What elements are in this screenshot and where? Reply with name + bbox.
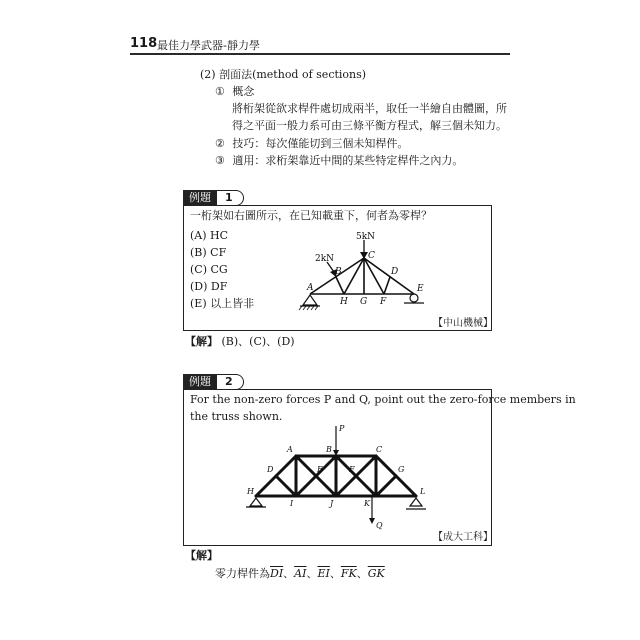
list-marker: ③ bbox=[215, 154, 225, 167]
separator: 、 bbox=[306, 567, 318, 580]
node-label: C bbox=[368, 251, 375, 261]
option: (D) DF bbox=[190, 280, 228, 293]
example-1-question: 一桁架如右圖所示，在已知載重下，何者為零桿？ bbox=[190, 209, 432, 222]
node-label: F bbox=[380, 297, 387, 307]
node-label: L bbox=[420, 487, 426, 496]
truss-figure-2 bbox=[240, 420, 440, 532]
node-label: B bbox=[335, 267, 342, 277]
example-tag-label: 例題 bbox=[183, 374, 217, 390]
page-number: 118 bbox=[130, 36, 158, 51]
node-label: F bbox=[349, 465, 355, 474]
member-label: $\overline{FK}$ bbox=[340, 567, 357, 580]
node-label: A bbox=[307, 283, 314, 293]
list-item bbox=[215, 153, 463, 169]
roller-support bbox=[404, 294, 424, 303]
list-label: 概念 bbox=[232, 85, 255, 98]
load-label-b: 2kN bbox=[315, 254, 335, 264]
example-2-question-line: the truss shown. bbox=[190, 410, 283, 423]
member-label: $\overline{AI}$ bbox=[294, 567, 307, 580]
member-label: $\overline{DI}$ bbox=[270, 567, 284, 580]
node-label: E bbox=[317, 465, 323, 474]
separator: 、 bbox=[329, 567, 341, 580]
load-label-p: P bbox=[339, 424, 345, 433]
example-2-tag bbox=[183, 374, 244, 390]
node-label: K bbox=[364, 499, 370, 508]
option: (C) CG bbox=[190, 263, 228, 276]
list-marker: ② bbox=[215, 137, 225, 150]
separator: 、 bbox=[283, 567, 295, 580]
node-label: H bbox=[340, 297, 348, 307]
list-item bbox=[215, 84, 254, 100]
member-label: $\overline{EI}$ bbox=[317, 567, 330, 580]
concept-line: 得之平面一般力系可由三條平衡方程式，解三個未知力。 bbox=[232, 119, 507, 132]
member-label: $\overline{GK}$ bbox=[367, 567, 385, 580]
option: (A) HC bbox=[190, 229, 229, 242]
list-label: 技巧：每次僅能切到三個未知桿件。 bbox=[232, 137, 409, 150]
node-label: G bbox=[360, 297, 368, 307]
node-label: I bbox=[290, 499, 294, 508]
pin-support bbox=[299, 295, 320, 310]
node-label: D bbox=[267, 465, 274, 474]
concept-line: 將桁架從欲求桿件處切成兩半，取任一半繪自由體圖，所 bbox=[232, 102, 507, 115]
load-label-c: 5kN bbox=[356, 232, 376, 242]
node-label: H bbox=[247, 487, 254, 496]
example-2-question-line: For the non-zero forces P and Q, point out the zero-force members in bbox=[190, 393, 576, 406]
node-label: D bbox=[391, 267, 399, 277]
answer-text: (B)、(C)、(D) bbox=[221, 335, 295, 348]
answer-prefix: 零力桿件為 bbox=[215, 567, 270, 580]
example-2-answer-label: 【解】 bbox=[185, 549, 218, 562]
example-1-source: 【中山機械】 bbox=[433, 318, 493, 329]
node-label: C bbox=[376, 445, 383, 454]
list-item bbox=[215, 136, 408, 152]
option: (E) 以上皆非 bbox=[190, 297, 255, 310]
option: (B) CF bbox=[190, 246, 227, 259]
example-1-tag bbox=[183, 190, 244, 206]
truss-members bbox=[256, 456, 416, 496]
example-tag-label: 例題 bbox=[183, 190, 217, 206]
truss-figure-1 bbox=[290, 228, 430, 316]
roller-support bbox=[406, 498, 426, 509]
list-marker: ① bbox=[215, 85, 225, 98]
node-label: G bbox=[398, 465, 405, 474]
pin-support bbox=[246, 498, 266, 507]
example-2-answer bbox=[215, 566, 385, 582]
running-header-title: 最佳力學武器-靜力學 bbox=[157, 39, 260, 52]
example-tag-number: 2 bbox=[217, 374, 244, 390]
section-heading: (2) 剖面法(method of sections) bbox=[200, 68, 367, 81]
list-label: 適用：求桁架靠近中間的某些特定桿件之內力。 bbox=[232, 154, 464, 167]
example-2-source: 【成大工科】 bbox=[433, 532, 493, 543]
example-1-answer bbox=[185, 334, 295, 350]
answer-label: 【解】 bbox=[185, 335, 218, 348]
node-label: B bbox=[326, 445, 332, 454]
separator: 、 bbox=[356, 567, 368, 580]
example-tag-number: 1 bbox=[217, 190, 244, 206]
node-label: A bbox=[287, 445, 293, 454]
header-rule bbox=[130, 53, 510, 55]
load-arrow-c bbox=[360, 240, 368, 259]
node-label: E bbox=[417, 284, 424, 294]
load-label-q: Q bbox=[376, 521, 383, 530]
node-label: J bbox=[330, 499, 334, 508]
